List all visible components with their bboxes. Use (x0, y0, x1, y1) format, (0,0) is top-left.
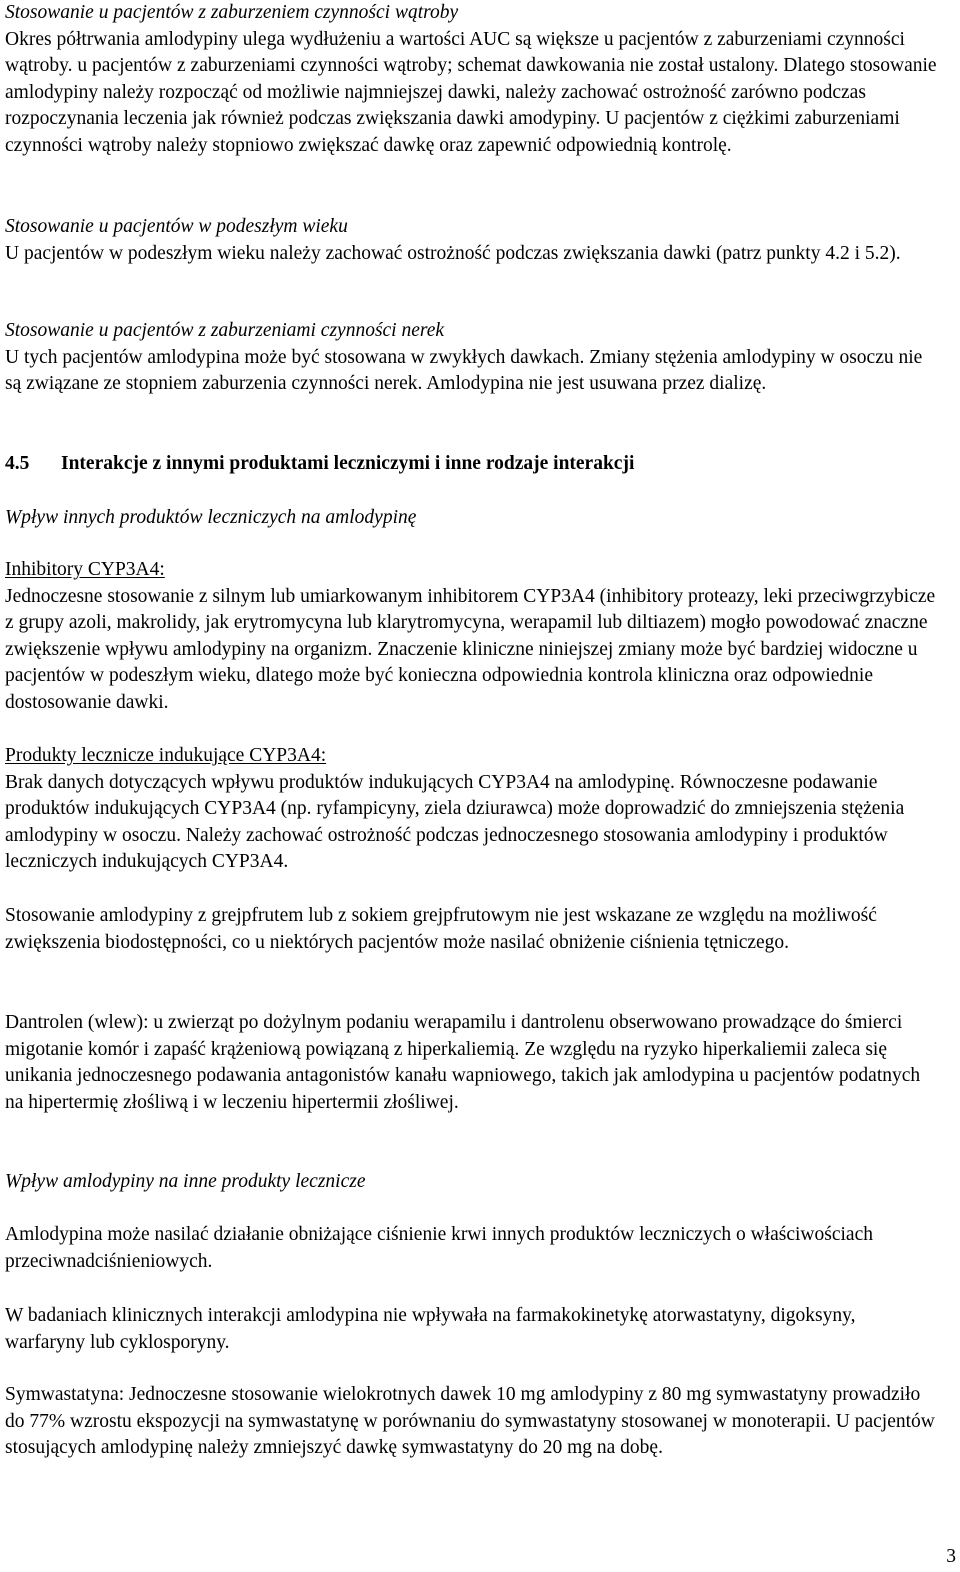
kidney-section (5, 318, 940, 398)
elderly-heading: Stosowanie u pacjentów w podeszłym wieku (5, 216, 348, 237)
liver-body: Okres półtrwania amlodypiny ulega wydłużeniu a wartości AUC są większe u pacjentów z zaburzeniami czynności wątroby. u pacjentów z zaburzeniami czynności wątroby; schemat dawkowania nie został ustalony. Dlatego stosowanie amlodypiny należy rozpocząć od możliwie najmniejszej dawki, należy zachować ostrożność zarówno podczas rozpoczynania leczenia jak również podczas zwiększania dawki amodypiny. U pacjentów z ciężkimi zaburzeniami czynności wątroby należy stopniowo zwiększać dawkę oraz zapewnić odpowiednią kontrolę. (5, 28, 937, 156)
simvastatin-paragraph: Symwastatyna: Jednoczesne stosowanie wielokrotnych dawek 10 mg amlodypiny z 80 mg symwastatyny prowadziło do 77% wzrostu ekspozycji na symwastatynę w porównaniu do symwastatyny stosowanej w monoterapii. U pacjentów stosujących amlodypinę należy zmniejszyć dawkę symwastatyny do 20 mg na dobę. (5, 1384, 935, 1458)
inhibitors-label: Inhibitory CYP3A4: (5, 559, 165, 580)
antihypertensive-paragraph: Amlodypina może nasilać działanie obniżające ciśnienie krwi innych produktów leczniczych o właściwościach przeciwnadciśnieniowych. (5, 1224, 873, 1272)
page-number: 3 (946, 1546, 956, 1567)
liver-section (5, 0, 940, 159)
section-title: Interakcje z innymi produktami leczniczymi i inne rodzaje interakcji (61, 453, 635, 474)
interactions-heading (5, 451, 940, 478)
liver-heading: Stosowanie u pacjentów z zaburzeniem czynności wątroby (5, 2, 459, 23)
kidney-body: U tych pacjentów amlodypina może być stosowana w zwykłych dawkach. Zmiany stężenia amlodypiny w osoczu nie są związane ze stopniem zaburzenia czynności nerek. Amlodypina nie jest usuwana przez dializę. (5, 346, 923, 394)
grapefruit-paragraph: Stosowanie amlodypiny z grejpfrutem lub z sokiem grejpfrutowym nie jest wskazane ze względu na możliwość zwiększenia biodostępności, co u niektórych pacjentów może nasilać obniżenie ciśnienia tętniczego. (5, 905, 877, 953)
clinical-paragraph: W badaniach klinicznych interakcji amlodypina nie wpływała na farmakokinetykę atorwastatyny, digoksyny, warfaryny lub cyklosporyny. (5, 1305, 856, 1353)
inducers-label: Produkty lecznicze indukujące CYP3A4: (5, 745, 327, 766)
inducers-section (5, 743, 940, 876)
subheading-amlodipine-on-other: Wpływ amlodypiny na inne produkty lecznicze (5, 1171, 366, 1192)
inducers-body: Brak danych dotyczących wpływu produktów indukujących CYP3A4 na amlodypinę. Równoczesne podawanie produktów indukujących CYP3A4 (np. ryfampicyny, ziela dziurawca) może doprowadzić do zmniejszenia stężenia amlodypiny w osoczu. Należy zachować ostrożność podczas jednoczesnego stosowania amlodypiny i produktów leczniczych indukujących CYP3A4. (5, 771, 905, 872)
elderly-body: U pacjentów w podeszłym wieku należy zachować ostrożność podczas zwiększania dawki (patrz punkty 4.2 i 5.2). (5, 242, 901, 264)
subheading-other-on-amlodipine: Wpływ innych produktów leczniczych na amlodypinę (5, 507, 417, 528)
inhibitors-body: Jednoczesne stosowanie z silnym lub umiarkowanym inhibitorem CYP3A4 (inhibitory proteazy, leki przeciwgrzybicze z grupy azoli, makrolidy, jak erytromycyna lub klarytromycyna, werapamil lub diltiazem) mogło powodować znaczne zwiększenie wpływu amlodypiny na organizm. Znaczenie kliniczne niniejszej zmiany może być bardziej widoczne u pacjentów w podeszłym wieku, dlatego może być konieczna odpowiednia kontrola kliniczna oraz odpowiednie dostosowanie dawki. (5, 585, 936, 713)
dantrolene-paragraph: Dantrolen (wlew): u zwierząt po dożylnym podaniu werapamilu i dantrolenu obserwowano prowadzące do śmierci migotanie komór i zapaść krążeniową powiązaną z hiperkaliemią. Ze względu na ryzyko hiperkaliemii zaleca się unikania jednoczesnego podawania antagonistów kanału wapniowego, takich jak amlodypina u pacjentów podatnych na hipertermię złośliwą i w leczeniu hipertermii złośliwej. (5, 1012, 921, 1113)
inhibitors-section (5, 557, 940, 716)
section-number: 4.5 (5, 453, 30, 474)
elderly-section (5, 214, 940, 267)
kidney-heading: Stosowanie u pacjentów z zaburzeniami czynności nerek (5, 320, 445, 341)
